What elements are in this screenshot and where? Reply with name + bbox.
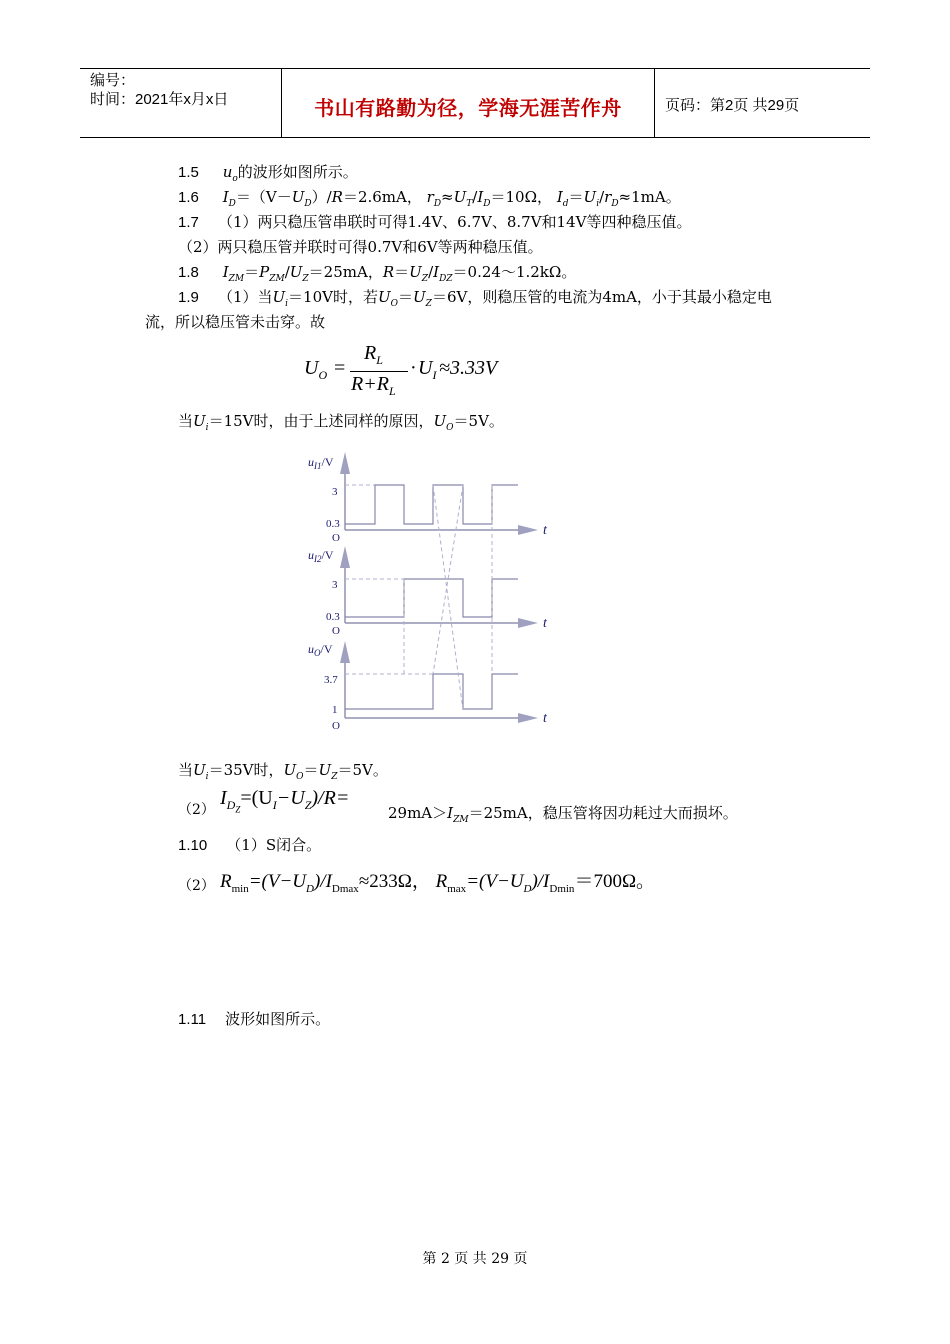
- item-number: 1.5: [178, 164, 199, 181]
- item-number: 1.9: [178, 289, 199, 306]
- plot3-waveform: [345, 674, 518, 709]
- plot3-origin: O: [332, 720, 340, 732]
- plot-ui1: [308, 452, 548, 544]
- number-label: 编号：: [90, 72, 136, 89]
- formula-rmin-rmax: $R_{min}=(V-U_D)/I_{Dmax}\approx 233\Omega$， $R_{max}=(V-U_D)/I_{Dmin}=700\Omega$。: [220, 871, 656, 895]
- item-number: 1.8: [178, 264, 199, 281]
- line-1-9-3: 当$U_i=15V$时，由于上述同样的原因，$U_O=5V$。: [178, 412, 504, 433]
- page-footer: 第 2 页 共 29 页: [422, 1251, 528, 1267]
- formula-idz: $I_{D_Z}=(U_I-U_Z)/R=$: [220, 787, 350, 815]
- line-1-7: 1.7 （1）两只稳压管串联时可得1.4V、6.7V、8.7V和14V等四种稳压值。: [178, 213, 692, 231]
- page-info: 页码：第2页 共29页: [665, 97, 800, 114]
- plot3-hi-label: 3.7: [324, 674, 338, 686]
- item-number: 1.10: [178, 837, 208, 854]
- plot2-x-arrow: [518, 618, 538, 628]
- line-1-5: [178, 162, 358, 189]
- line-1-9-4: 当$U_i=35V$时，$U_O=U_Z=5V$。: [178, 761, 388, 782]
- connect-dash-1: [433, 485, 463, 710]
- plot1-axis-label: $u_{I1}/V$: [308, 455, 334, 471]
- line-text: 的波形如图所示。: [237, 163, 358, 181]
- plot-uo: [308, 641, 548, 732]
- waveform-figure: [300, 448, 560, 738]
- line-1-9-2: 流，所以稳压管未击穿。故: [145, 313, 326, 331]
- plot3-lo-label: 1: [332, 704, 338, 716]
- plot2-axis-label: $u_{I2}/V$: [308, 548, 334, 564]
- plot3-y-arrow: [340, 641, 350, 663]
- plot1-y-arrow: [340, 452, 350, 474]
- item-number: 1.11: [178, 1011, 207, 1028]
- plot2-y-arrow: [340, 546, 350, 568]
- header-left-cell: [80, 69, 282, 137]
- line-1-11: 1.11 波形如图所示。: [178, 1010, 331, 1028]
- line-1-10: 1.10 （1）S闭合。: [178, 836, 322, 854]
- plot2-origin: O: [332, 625, 340, 637]
- item-number: 1.7: [178, 214, 199, 231]
- header-center-cell: [282, 69, 655, 137]
- formula-uo: $U_O$ = $R_L$ $R+R_L$ · $U_I$ ≈3.33V: [304, 342, 498, 398]
- line-1-6: 1.6 $I_D=(V-U_D)/R=2.6mA$， $r_D\approx U_T/I_D=10\Omega$， $I_d=U_i/r_D\approx 1mA$。: [178, 188, 681, 209]
- header-table: [80, 68, 870, 138]
- motto: 书山有路勤为径，学海无涯苦作舟: [314, 98, 622, 120]
- fraction-bar: [350, 371, 408, 372]
- plot1-t-label: t: [543, 523, 547, 538]
- plot3-t-label: t: [543, 711, 547, 726]
- line-1-10-2: （2）: [178, 878, 215, 894]
- plot1-waveform: [345, 485, 518, 524]
- item-number: 1.6: [178, 189, 199, 206]
- line-1-9-5-rest: $29mA>I_{ZM}=25mA$，稳压管将因功耗过大而损坏。: [388, 804, 738, 825]
- time-label: 时间：2021年x月x日: [90, 91, 229, 108]
- plot2-t-label: t: [543, 616, 547, 631]
- plot1-origin: O: [332, 532, 340, 544]
- plot2-hi-label: 3: [332, 579, 338, 591]
- line-1-9-5: （2）: [178, 802, 215, 818]
- header-right-cell: [655, 69, 870, 137]
- plot2-lo-label: 0.3: [326, 611, 340, 623]
- line-1-8: 1.8 $I_{ZM}=P_{ZM}/U_Z=25mA$，$R=U_Z/I_{DZ}=0.24\sim 1.2k\Omega$。: [178, 263, 577, 284]
- var-uo: $u_o$: [222, 163, 238, 184]
- plot-ui2: [308, 546, 548, 637]
- plot1-x-arrow: [518, 525, 538, 535]
- plot1-lo-label: 0.3: [326, 518, 340, 530]
- plot1-hi-label: 3: [332, 486, 338, 498]
- plot3-x-arrow: [518, 713, 538, 723]
- line-1-7-2: （2）两只稳压管并联时可得0.7V和6V等两种稳压值。: [178, 238, 543, 256]
- plot3-axis-label: $u_O/V$: [308, 642, 333, 658]
- line-1-9: 1.9 （1）当$U_i=10V$时，若$U_O=U_Z=6V$，则稳压管的电流为4mA，小于其最小稳定电: [178, 288, 772, 309]
